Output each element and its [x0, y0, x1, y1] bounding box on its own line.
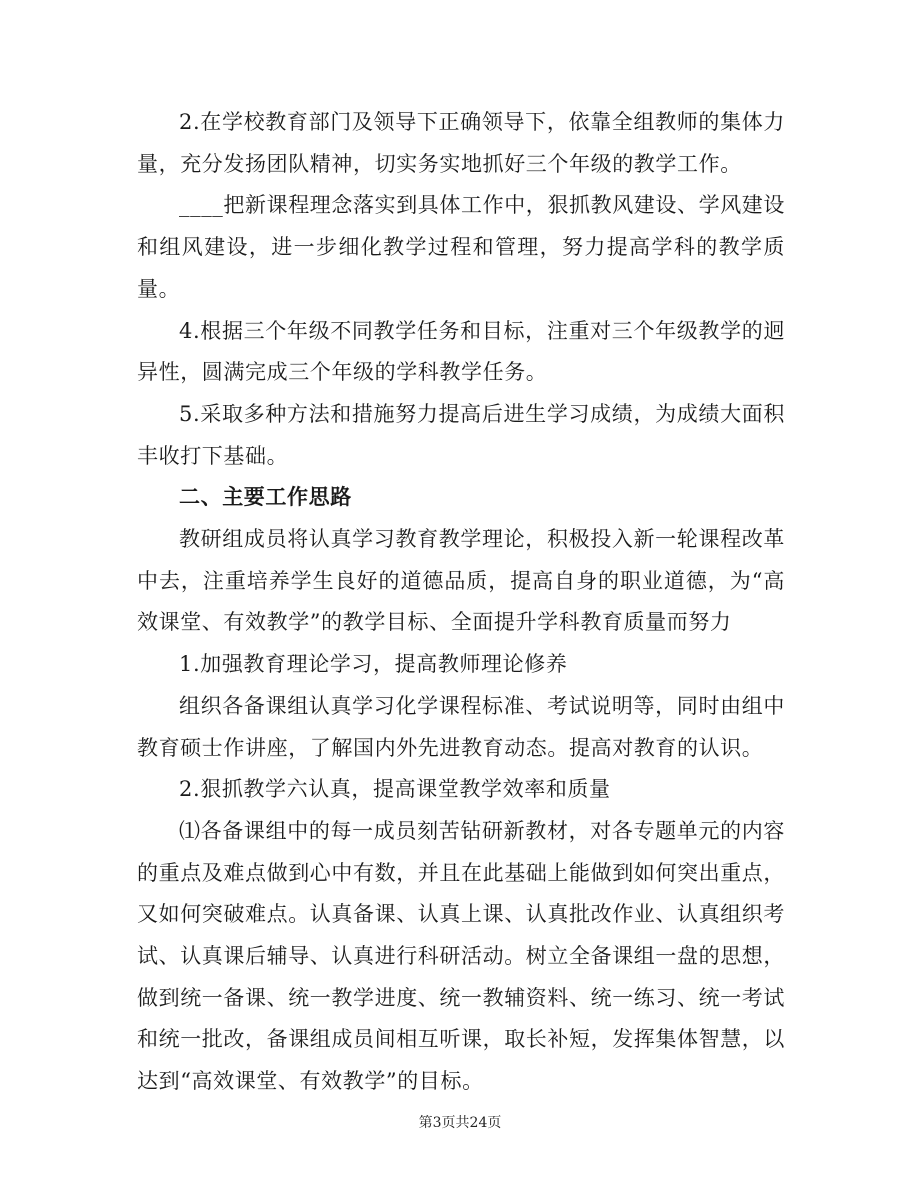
subheading-2: 2.狠抓教学六认真，提高课堂教学效率和质量: [179, 777, 611, 802]
subheading-1: 1.加强教育理论学习，提高教师理论修养: [179, 652, 568, 677]
page-number: 第3页共24页: [418, 1115, 502, 1131]
paragraph-item-2: 2.在学校教育部门及领导下正确领导下，依靠全组教师的集体力量，充分发扬团队精神，切实务实地抓好三个年级的教学工作。: [137, 110, 785, 176]
paragraph-subsection-2: ⑴各备课组中的每一成员刻苦钻研新教材，对各专题单元的内容的重点及难点做到心中有数，并且在此基础上能做到如何突出重点，又如何突破难点。认真备课、认真上课、认真批改作业、认真组织考试、认真课后辅导、认真进行科研活动。树立全备课组一盘的思想，做到统一备课、统一教学进度、统一教辅资料、统一练习、统一考试和统一批改，备课组成员间相互听课，取长补短，发挥集体智慧，以达到“高效课堂、有效教学”的目标。: [137, 818, 785, 1094]
paragraph-intro: 教研组成员将认真学习教育教学理论，积极投入新一轮课程改革中去，注重培养学生良好的道德品质，提高自身的职业道德，为“高效课堂、有效教学”的教学目标、全面提升学科教育质量而努力: [137, 527, 785, 635]
paragraph-item-5: 5.采取多种方法和措施努力提高后进生学习成绩，为成绩大面积丰收打下基础。: [137, 401, 785, 468]
section-heading: 二、主要工作思路: [179, 485, 352, 510]
paragraph-item-3: ____把新课程理念落实到具体工作中，狠抓教风建设、学风建设和组风建设，进一步细化教学过程和管理，努力提高学科的教学质量。: [137, 193, 785, 301]
paragraph-item-4: 4.根据三个年级不同教学任务和目标，注重对三个年级教学的迥异性，圆满完成三个年级的学科教学任务。: [137, 318, 785, 385]
paragraph-subsection-1: 组织各备课组认真学习化学课程标准、考试说明等，同时由组中教育硕士作讲座，了解国内外先进教育动态。提高对教育的认识。: [137, 693, 785, 760]
document-body: [137, 102, 785, 1103]
